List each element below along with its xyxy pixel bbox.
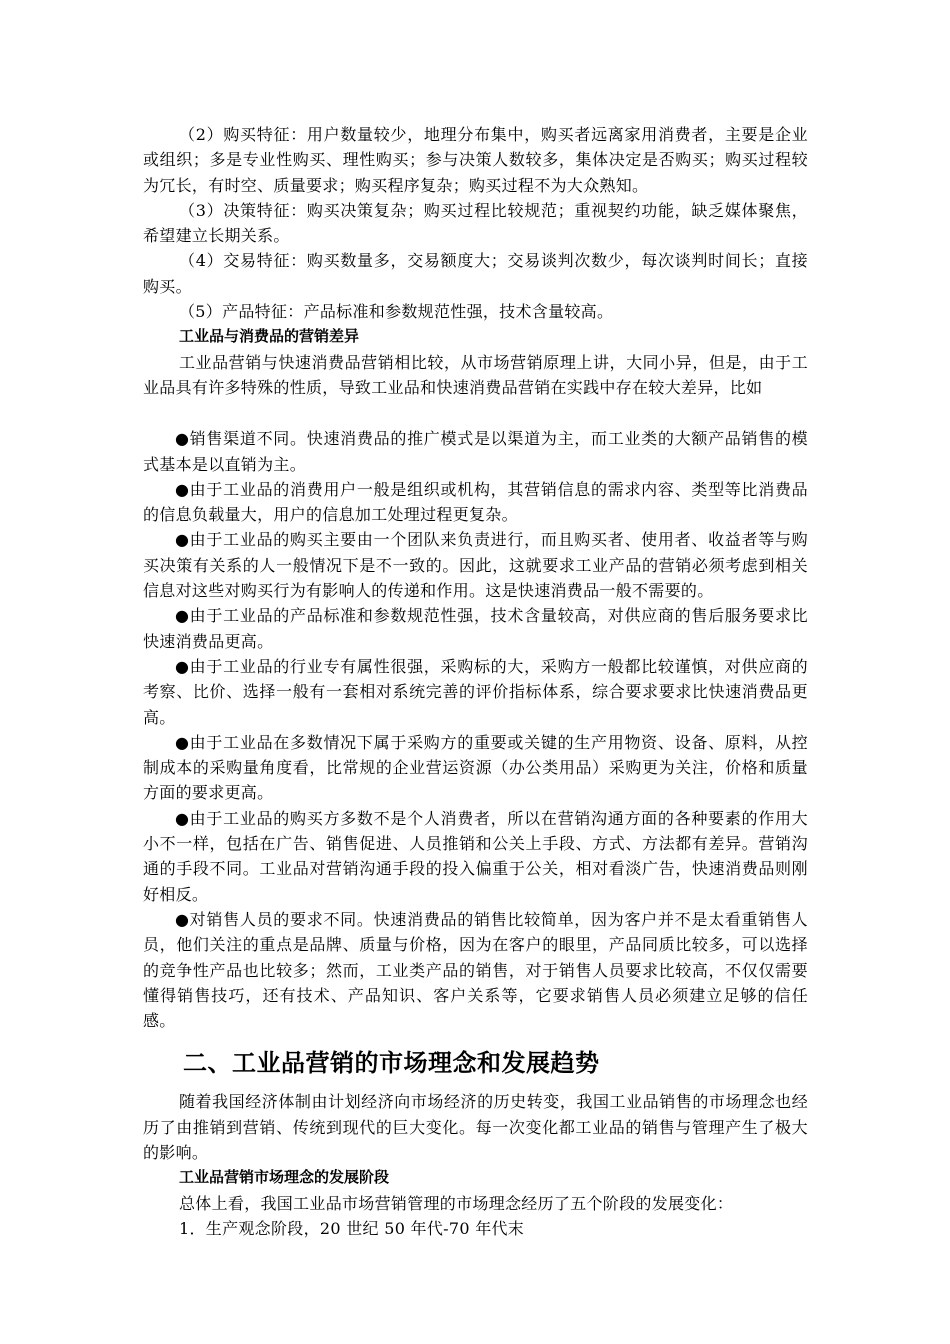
bullet-item: ●对销售人员的要求不同。快速消费品的销售比较简单，因为客户并不是太看重销售人员，他们关注的重点是品牌、质量与价格，因为在客户的眼里，产品同质比较多，可以选择的竞争性产品也比较多；然而，工业类产品的销售，对于销售人员要求比较高，不仅仅需要懂得销售技巧，还有技术、产品知识、客户关系等，它要求销售人员必须建立足够的信任感。 bbox=[143, 909, 808, 1031]
paragraph-difference-intro: 工业品营销与快速消费品营销相比较，从市场营销原理上讲，大同小异，但是，由于工业品具有许多特殊的性质，导致工业品和快速消费品营销在实践中存在较大差异，比如 bbox=[143, 352, 808, 397]
paragraph-section2-intro: 随着我国经济体制由计划经济向市场经济的历史转变，我国工业品销售的市场理念也经历了由推销到营销、传统到现代的巨大变化。每一次变化都工业品的销售与管理产生了极大的影响。 bbox=[143, 1092, 808, 1162]
paragraph-trade-feature: （4）交易特征：购买数量多，交易额度大；交易谈判次数少，每次谈判时间长；直接购买。 bbox=[143, 251, 808, 296]
bullet-item: ●由于工业品的产品标准和参数规范性强，技术含量较高，对供应商的售后服务要求比快速消费品更高。 bbox=[143, 606, 808, 651]
bullet-item: ●由于工业品的购买方多数不是个人消费者，所以在营销沟通方面的各种要素的作用大小不一样，包括在广告、销售促进、人员推销和公关上手段、方式、方法都有差异。营销沟通的手段不同。工业品对营销沟通手段的投入偏重于公关，相对看淡广告，快速消费品则刚好相反。 bbox=[143, 808, 808, 904]
paragraph-product-feature: （5）产品特征：产品标准和参数规范性强，技术含量较高。 bbox=[179, 302, 614, 322]
bullet-item: ●由于工业品的消费用户一般是组织或机构，其营销信息的需求内容、类型等比消费品的信息负载量大，用户的信息加工处理过程更复杂。 bbox=[143, 479, 808, 525]
bullet-item: ●销售渠道不同。快速消费品的推广模式是以渠道为主，而工业类的大额产品销售的模式基本是以直销为主。 bbox=[143, 429, 808, 474]
bullet-item: ●由于工业品的购买主要由一个团队来负责进行，而且购买者、使用者、收益者等与购买决策有关系的人一般情况下是不一致的。因此，这就要求工业产品的营销必须考虑到相关信息对这些对购买行为有影响人的传递和作用。这是快速消费品一般不需要的。 bbox=[143, 530, 808, 601]
paragraph-buy-feature: （2）购买特征：用户数量较少，地理分布集中，购买者远离家用消费者，主要是企业或组织；多是专业性购买、理性购买；参与决策人数较多，集体决定是否购买；购买过程较为冗长，有时空、质量要求；购买程序复杂；购买过程不为大众熟知。 bbox=[143, 125, 808, 195]
bullet-item: ●由于工业品在多数情况下属于采购方的重要或关键的生产用物资、设备、原料，从控制成本的采购量角度看，比常规的企业营运资源（办公类用品）采购更为关注，价格和质量方面的要求更高。 bbox=[143, 732, 808, 803]
document-page bbox=[143, 122, 808, 1241]
paragraph-decision-feature: （3）决策特征：购买决策复杂；购买过程比较规范；重视契约功能，缺乏媒体聚焦，希望建立长期关系。 bbox=[143, 200, 808, 246]
paragraph-stage-intro: 总体上看，我国工业品市场营销管理的市场理念经历了五个阶段的发展变化： bbox=[179, 1193, 734, 1213]
section-title: 二、工业品营销的市场理念和发展趋势 bbox=[183, 1049, 600, 1078]
paragraph-gap bbox=[143, 400, 808, 426]
bullet-item: ●由于工业品的行业专有属性很强，采购标的大，采购方一般都比较谨慎，对供应商的考察、比价、选择一般有一套相对系统完善的评价指标体系，综合要求要求比快速消费品更高。 bbox=[143, 656, 808, 727]
paragraph-stage-1: 1．生产观念阶段，20 世纪 50 年代-70 年代末 bbox=[179, 1218, 525, 1238]
heading-development-stages: 工业品营销市场理念的发展阶段 bbox=[179, 1168, 390, 1187]
heading-marketing-difference: 工业品与消费品的营销差异 bbox=[179, 327, 360, 346]
